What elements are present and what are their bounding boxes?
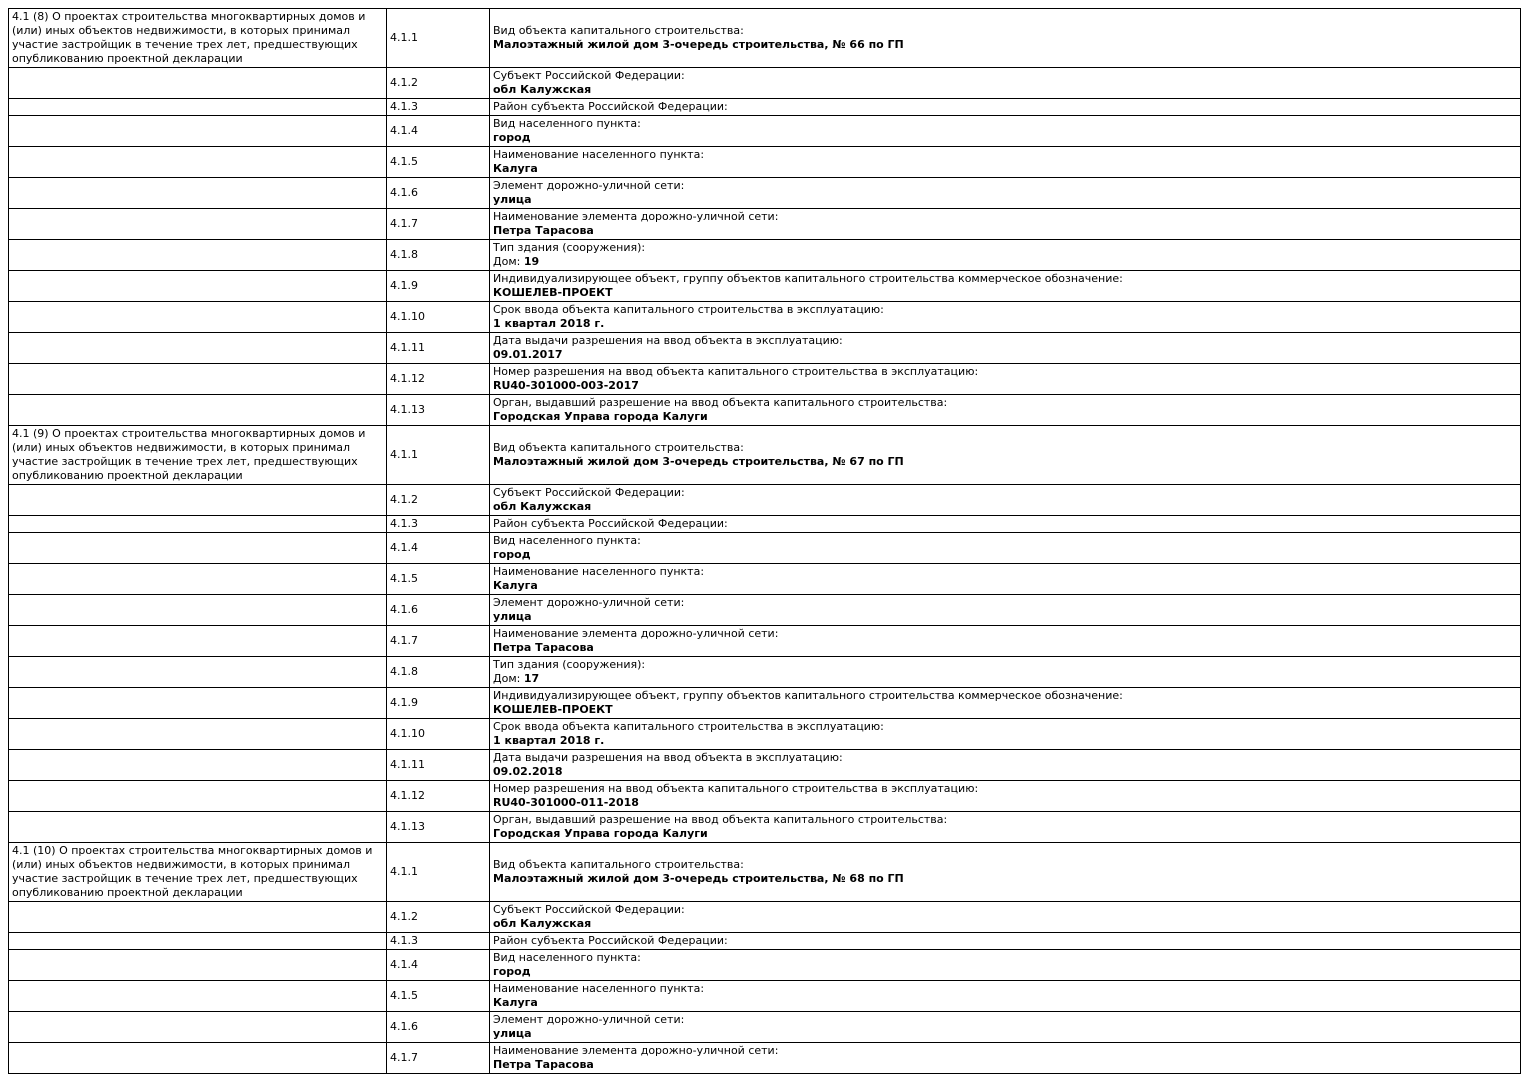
table-row	[9, 1043, 1521, 1074]
section-desc-empty-cell	[9, 750, 387, 781]
table-row	[9, 657, 1521, 688]
table-row	[9, 781, 1521, 812]
field-value-text: Малоэтажный жилой дом 3-очередь строительства, № 68 по ГП	[493, 872, 904, 885]
field-cell	[490, 1043, 1521, 1074]
field-label: Тип здания (сооружения):	[493, 658, 646, 671]
row-code: 4.1.6	[387, 1012, 490, 1043]
field-value-text: RU40-301000-003-2017	[493, 379, 639, 392]
field-value-text: город	[493, 965, 531, 978]
field-value	[493, 827, 1517, 841]
table-row	[9, 1012, 1521, 1043]
section-desc-empty-cell	[9, 364, 387, 395]
field-value	[493, 641, 1517, 655]
table-row	[9, 271, 1521, 302]
section-desc-empty-cell	[9, 950, 387, 981]
table-row	[9, 209, 1521, 240]
row-code: 4.1.4	[387, 533, 490, 564]
section-desc-empty-cell	[9, 485, 387, 516]
section-heading: 4.1 (8) О проектах строительства многоквартирных домов и (или) иных объектов недвижимости, в которых принимал участие застройщик в течение трех лет, предшествующих опубликованию проектной декларации	[12, 10, 366, 65]
field-value	[493, 317, 1517, 331]
field-value-text: Петра Тарасова	[493, 224, 594, 237]
field-value-text: Городская Управа города Калуги	[493, 410, 708, 423]
field-value	[493, 410, 1517, 424]
field-value	[493, 348, 1517, 362]
field-label: Район субъекта Российской Федерации:	[493, 517, 728, 530]
field-value-text: обл Калужская	[493, 83, 592, 96]
section-desc-empty-cell	[9, 209, 387, 240]
field-cell	[490, 657, 1521, 688]
field-label: Дата выдачи разрешения на ввод объекта в эксплуатацию:	[493, 751, 843, 764]
table-row	[9, 719, 1521, 750]
section-desc-empty-cell	[9, 933, 387, 950]
section-heading-cell	[9, 843, 387, 902]
table-row	[9, 240, 1521, 271]
field-cell	[490, 116, 1521, 147]
table-row	[9, 595, 1521, 626]
field-value-text: 17	[523, 672, 540, 685]
field-value-text: улица	[493, 610, 532, 623]
row-code: 4.1.12	[387, 781, 490, 812]
field-value	[493, 548, 1517, 562]
field-value-text: 1 квартал 2018 г.	[493, 734, 605, 747]
row-code: 4.1.1	[387, 843, 490, 902]
field-label: Срок ввода объекта капитального строительства в эксплуатацию:	[493, 303, 884, 316]
section-desc-empty-cell	[9, 395, 387, 426]
field-label: Район субъекта Российской Федерации:	[493, 100, 728, 113]
field-value-text: 1 квартал 2018 г.	[493, 317, 605, 330]
section-desc-empty-cell	[9, 302, 387, 333]
section-heading: 4.1 (10) О проектах строительства многоквартирных домов и (или) иных объектов недвижимости, в которых принимал участие застройщик в течение трех лет, предшествующих опубликованию проектной декларации	[12, 844, 373, 899]
table-row	[9, 516, 1521, 533]
field-value	[493, 872, 1517, 886]
table-row	[9, 364, 1521, 395]
field-label: Номер разрешения на ввод объекта капитального строительства в эксплуатацию:	[493, 782, 979, 795]
field-label: Элемент дорожно-уличной сети:	[493, 179, 685, 192]
field-cell	[490, 240, 1521, 271]
field-value-text: RU40-301000-011-2018	[493, 796, 639, 809]
field-value-text: Петра Тарасова	[493, 1058, 594, 1071]
table-row	[9, 902, 1521, 933]
row-code: 4.1.9	[387, 271, 490, 302]
project-declaration-table	[8, 8, 1521, 1074]
row-code: 4.1.7	[387, 626, 490, 657]
section-desc-empty-cell	[9, 333, 387, 364]
field-cell	[490, 1012, 1521, 1043]
field-cell	[490, 933, 1521, 950]
table-row	[9, 688, 1521, 719]
field-value-text: 09.02.2018	[493, 765, 563, 778]
field-value-text: улица	[493, 193, 532, 206]
field-value	[493, 796, 1517, 810]
section-desc-empty-cell	[9, 240, 387, 271]
field-cell	[490, 99, 1521, 116]
field-value-text: Петра Тарасова	[493, 641, 594, 654]
row-code: 4.1.5	[387, 981, 490, 1012]
field-cell	[490, 533, 1521, 564]
row-code: 4.1.2	[387, 902, 490, 933]
row-code: 4.1.13	[387, 812, 490, 843]
field-value	[493, 455, 1517, 469]
section-desc-empty-cell	[9, 533, 387, 564]
section-desc-empty-cell	[9, 516, 387, 533]
field-cell	[490, 626, 1521, 657]
field-value	[493, 610, 1517, 624]
field-cell	[490, 812, 1521, 843]
field-value	[493, 765, 1517, 779]
field-label: Вид объекта капитального строительства:	[493, 24, 744, 37]
table-row	[9, 116, 1521, 147]
row-code: 4.1.13	[387, 395, 490, 426]
field-label: Субъект Российской Федерации:	[493, 69, 685, 82]
row-code: 4.1.2	[387, 485, 490, 516]
field-value-text: КОШЕЛЕВ-ПРОЕКТ	[493, 286, 613, 299]
field-value-text: улица	[493, 1027, 532, 1040]
row-code: 4.1.4	[387, 950, 490, 981]
field-cell	[490, 147, 1521, 178]
row-code: 4.1.2	[387, 68, 490, 99]
field-cell	[490, 781, 1521, 812]
row-code: 4.1.12	[387, 364, 490, 395]
field-label: Номер разрешения на ввод объекта капитального строительства в эксплуатацию:	[493, 365, 979, 378]
row-code: 4.1.5	[387, 564, 490, 595]
section-desc-empty-cell	[9, 116, 387, 147]
field-value	[493, 131, 1517, 145]
section-desc-empty-cell	[9, 564, 387, 595]
table-row	[9, 302, 1521, 333]
field-cell	[490, 68, 1521, 99]
field-label: Индивидуализирующее объект, группу объектов капитального строительства коммерческое обозначение:	[493, 689, 1123, 702]
row-code: 4.1.1	[387, 426, 490, 485]
field-label: Вид населенного пункта:	[493, 951, 641, 964]
field-cell	[490, 719, 1521, 750]
field-label: Орган, выдавший разрешение на ввод объекта капитального строительства:	[493, 813, 948, 826]
field-label: Вид объекта капитального строительства:	[493, 858, 744, 871]
field-value	[493, 38, 1517, 52]
field-label: Тип здания (сооружения):	[493, 241, 646, 254]
field-cell	[490, 981, 1521, 1012]
table-row	[9, 981, 1521, 1012]
row-code: 4.1.11	[387, 750, 490, 781]
table-row	[9, 426, 1521, 485]
field-value-text: Городская Управа города Калуги	[493, 827, 708, 840]
field-value	[493, 193, 1517, 207]
field-value-text: Калуга	[493, 996, 538, 1009]
section-desc-empty-cell	[9, 688, 387, 719]
field-cell	[490, 9, 1521, 68]
section-desc-empty-cell	[9, 981, 387, 1012]
section-desc-empty-cell	[9, 812, 387, 843]
field-label: Район субъекта Российской Федерации:	[493, 934, 728, 947]
field-cell	[490, 688, 1521, 719]
field-label: Наименование элемента дорожно-уличной сети:	[493, 210, 779, 223]
row-code: 4.1.3	[387, 516, 490, 533]
section-desc-empty-cell	[9, 271, 387, 302]
field-value	[493, 224, 1517, 238]
row-code: 4.1.3	[387, 99, 490, 116]
field-cell	[490, 271, 1521, 302]
field-cell	[490, 595, 1521, 626]
field-label: Субъект Российской Федерации:	[493, 903, 685, 916]
field-cell	[490, 209, 1521, 240]
field-cell	[490, 395, 1521, 426]
table-row	[9, 68, 1521, 99]
field-value	[493, 255, 1517, 269]
field-value-text: Калуга	[493, 162, 538, 175]
table-row	[9, 626, 1521, 657]
table-row	[9, 485, 1521, 516]
field-value	[493, 579, 1517, 593]
table-body	[9, 9, 1521, 1074]
field-value-text: 09.01.2017	[493, 348, 563, 361]
row-code: 4.1.10	[387, 719, 490, 750]
field-label: Вид населенного пункта:	[493, 117, 641, 130]
field-value-text: Малоэтажный жилой дом 3-очередь строительства, № 67 по ГП	[493, 455, 904, 468]
field-value	[493, 1058, 1517, 1072]
section-desc-empty-cell	[9, 1012, 387, 1043]
field-cell	[490, 364, 1521, 395]
section-heading-cell	[9, 9, 387, 68]
section-desc-empty-cell	[9, 147, 387, 178]
row-code: 4.1.1	[387, 9, 490, 68]
field-label: Дата выдачи разрешения на ввод объекта в эксплуатацию:	[493, 334, 843, 347]
section-desc-empty-cell	[9, 781, 387, 812]
field-value	[493, 500, 1517, 514]
section-desc-empty-cell	[9, 719, 387, 750]
field-label: Индивидуализирующее объект, группу объектов капитального строительства коммерческое обозначение:	[493, 272, 1123, 285]
row-code: 4.1.6	[387, 595, 490, 626]
row-code: 4.1.7	[387, 209, 490, 240]
field-cell	[490, 333, 1521, 364]
field-cell	[490, 902, 1521, 933]
field-label: Наименование элемента дорожно-уличной сети:	[493, 627, 779, 640]
section-desc-empty-cell	[9, 595, 387, 626]
table-row	[9, 750, 1521, 781]
field-label: Срок ввода объекта капитального строительства в эксплуатацию:	[493, 720, 884, 733]
field-cell	[490, 564, 1521, 595]
field-cell	[490, 950, 1521, 981]
table-row	[9, 178, 1521, 209]
table-row	[9, 99, 1521, 116]
field-cell	[490, 302, 1521, 333]
table-row	[9, 933, 1521, 950]
row-code: 4.1.10	[387, 302, 490, 333]
table-row	[9, 950, 1521, 981]
table-row	[9, 395, 1521, 426]
field-value-text: КОШЕЛЕВ-ПРОЕКТ	[493, 703, 613, 716]
section-desc-empty-cell	[9, 657, 387, 688]
table-row	[9, 9, 1521, 68]
section-desc-empty-cell	[9, 1043, 387, 1074]
field-value-prefix: Дом:	[493, 255, 524, 268]
field-value	[493, 996, 1517, 1010]
table-row	[9, 533, 1521, 564]
table-row	[9, 333, 1521, 364]
field-value	[493, 965, 1517, 979]
field-cell	[490, 178, 1521, 209]
row-code: 4.1.4	[387, 116, 490, 147]
field-value-prefix: Дом:	[493, 672, 524, 685]
row-code: 4.1.9	[387, 688, 490, 719]
section-desc-empty-cell	[9, 902, 387, 933]
field-cell	[490, 485, 1521, 516]
row-code: 4.1.3	[387, 933, 490, 950]
field-value	[493, 83, 1517, 97]
row-code: 4.1.8	[387, 240, 490, 271]
field-label: Наименование населенного пункта:	[493, 565, 705, 578]
table-row	[9, 812, 1521, 843]
field-cell	[490, 750, 1521, 781]
field-value-text: 19	[523, 255, 540, 268]
row-code: 4.1.11	[387, 333, 490, 364]
field-value	[493, 734, 1517, 748]
field-label: Наименование населенного пункта:	[493, 148, 705, 161]
field-value	[493, 379, 1517, 393]
field-label: Орган, выдавший разрешение на ввод объекта капитального строительства:	[493, 396, 948, 409]
table-row	[9, 843, 1521, 902]
field-label: Вид населенного пункта:	[493, 534, 641, 547]
section-heading: 4.1 (9) О проектах строительства многоквартирных домов и (или) иных объектов недвижимости, в которых принимал участие застройщик в течение трех лет, предшествующих опубликованию проектной декларации	[12, 427, 366, 482]
field-label: Наименование элемента дорожно-уличной сети:	[493, 1044, 779, 1057]
field-value-text: обл Калужская	[493, 917, 592, 930]
field-label: Вид объекта капитального строительства:	[493, 441, 744, 454]
field-value	[493, 703, 1517, 717]
field-value-text: Малоэтажный жилой дом 3-очередь строительства, № 66 по ГП	[493, 38, 904, 51]
field-label: Субъект Российской Федерации:	[493, 486, 685, 499]
row-code: 4.1.7	[387, 1043, 490, 1074]
field-label: Элемент дорожно-уличной сети:	[493, 596, 685, 609]
field-value	[493, 286, 1517, 300]
section-desc-empty-cell	[9, 626, 387, 657]
table-row	[9, 564, 1521, 595]
field-cell	[490, 843, 1521, 902]
section-desc-empty-cell	[9, 99, 387, 116]
field-value-text: город	[493, 131, 531, 144]
field-value	[493, 1027, 1517, 1041]
field-value-text: город	[493, 548, 531, 561]
row-code: 4.1.6	[387, 178, 490, 209]
field-cell	[490, 426, 1521, 485]
field-value	[493, 917, 1517, 931]
row-code: 4.1.5	[387, 147, 490, 178]
row-code: 4.1.8	[387, 657, 490, 688]
field-value-text: Калуга	[493, 579, 538, 592]
section-desc-empty-cell	[9, 178, 387, 209]
field-cell	[490, 516, 1521, 533]
field-value-text: обл Калужская	[493, 500, 592, 513]
section-desc-empty-cell	[9, 68, 387, 99]
section-heading-cell	[9, 426, 387, 485]
field-label: Элемент дорожно-уличной сети:	[493, 1013, 685, 1026]
field-value	[493, 162, 1517, 176]
field-value	[493, 672, 1517, 686]
table-row	[9, 147, 1521, 178]
field-label: Наименование населенного пункта:	[493, 982, 705, 995]
